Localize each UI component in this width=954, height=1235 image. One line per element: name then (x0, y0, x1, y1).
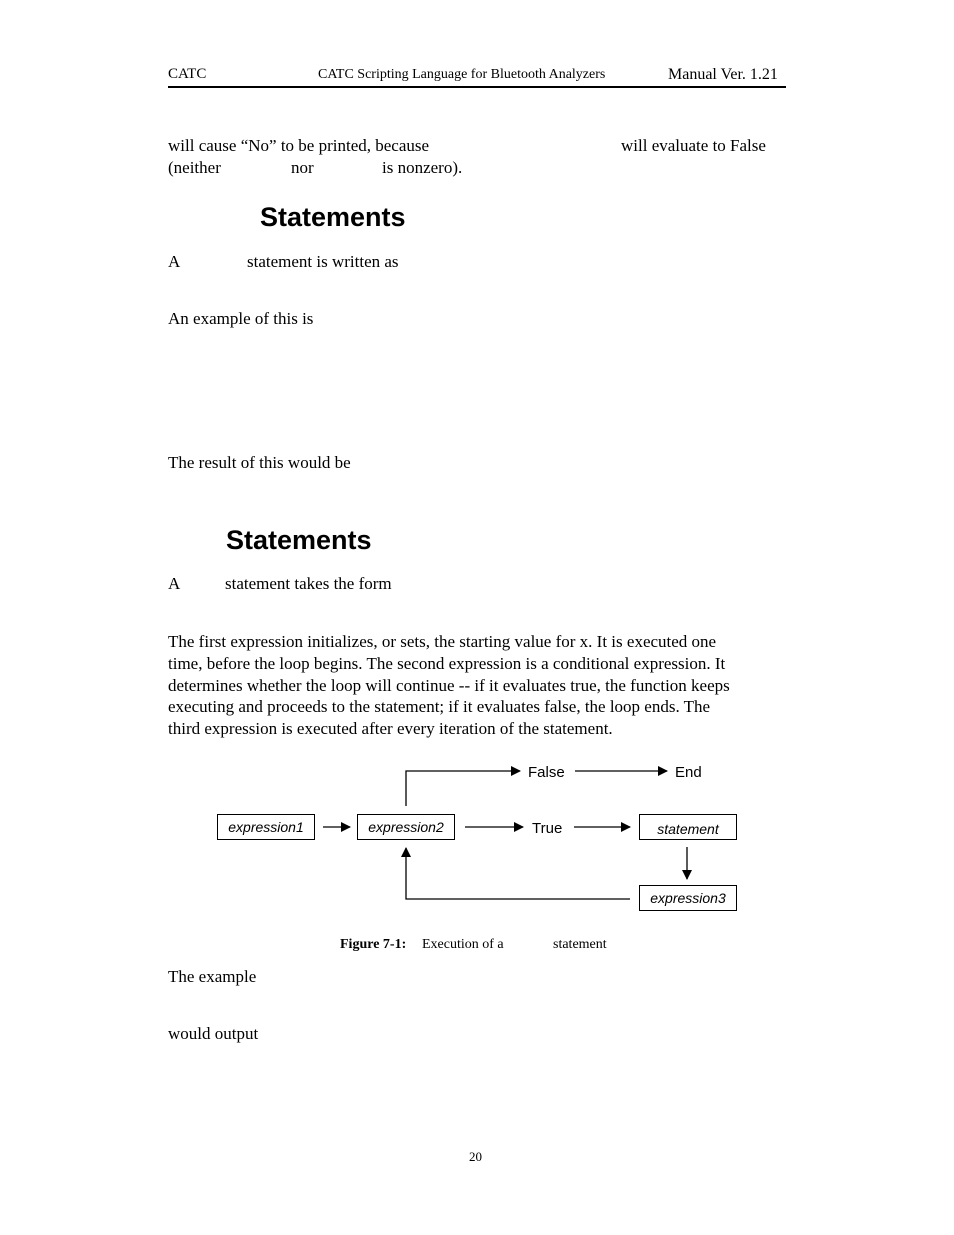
header-left: CATC (168, 66, 207, 82)
arrow-expr2-to-false (406, 771, 520, 806)
intro-line2-a: (neither (168, 158, 221, 177)
section1-example-label: An example of this is (168, 309, 314, 328)
closing-output-label: would output (168, 1024, 259, 1043)
statement-label: statement (657, 821, 719, 837)
intro-line2-b: nor (291, 158, 314, 177)
end-label: End (675, 764, 702, 781)
section1-heading: Statements (260, 202, 406, 232)
header-version: Manual Ver. 1.21 (668, 66, 778, 83)
page-number: 20 (469, 1149, 482, 1164)
section1-line1-b: statement is written as (247, 252, 399, 271)
paragraph-line: time, before the loop begins. The second expression is a conditional expression. It (168, 653, 726, 673)
section2-heading: Statements (226, 525, 372, 555)
for-loop-flow-diagram (210, 755, 750, 920)
true-label: True (532, 820, 563, 837)
figure-caption-text-b: statement (553, 937, 607, 952)
figure-caption (340, 937, 406, 953)
expression2-label: expression2 (368, 819, 444, 835)
header-title: CATC Scripting Language for Bluetooth Analyzers (318, 67, 606, 82)
section2-line1-b: statement takes the form (225, 574, 392, 593)
figure-caption-label: Figure 7-1: (340, 937, 407, 952)
section1-result-label: The result of this would be (168, 453, 351, 472)
section1-line1-a: A (168, 252, 181, 271)
expression1-label: expression1 (228, 819, 304, 835)
figure-caption-text-a: Execution of a (422, 937, 504, 952)
section2-line1-a: A (168, 574, 181, 593)
paragraph-line: third expression is executed after every iteration of the statement. (168, 719, 613, 739)
intro-line2-c: is nonzero). (382, 158, 463, 177)
paragraph-line: determines whether the loop will continue -- if it evaluates true, the function keeps (168, 675, 730, 695)
intro-line1-a: will cause “No” to be printed, because (168, 136, 430, 155)
section2-paragraph (168, 631, 786, 740)
paragraph-line: executing and proceeds to the statement; if it evaluates false, the loop ends. The (168, 697, 711, 717)
expression3-label: expression3 (650, 890, 726, 906)
intro-line1-b: will evaluate to False (621, 136, 766, 155)
false-label: False (528, 764, 565, 781)
header-rule (168, 86, 786, 88)
closing-example-label: The example (168, 967, 257, 986)
arrow-expr3-to-expr2 (406, 848, 630, 899)
paragraph-line: The first expression initializes, or sets, the starting value for x. It is executed one (168, 632, 717, 651)
